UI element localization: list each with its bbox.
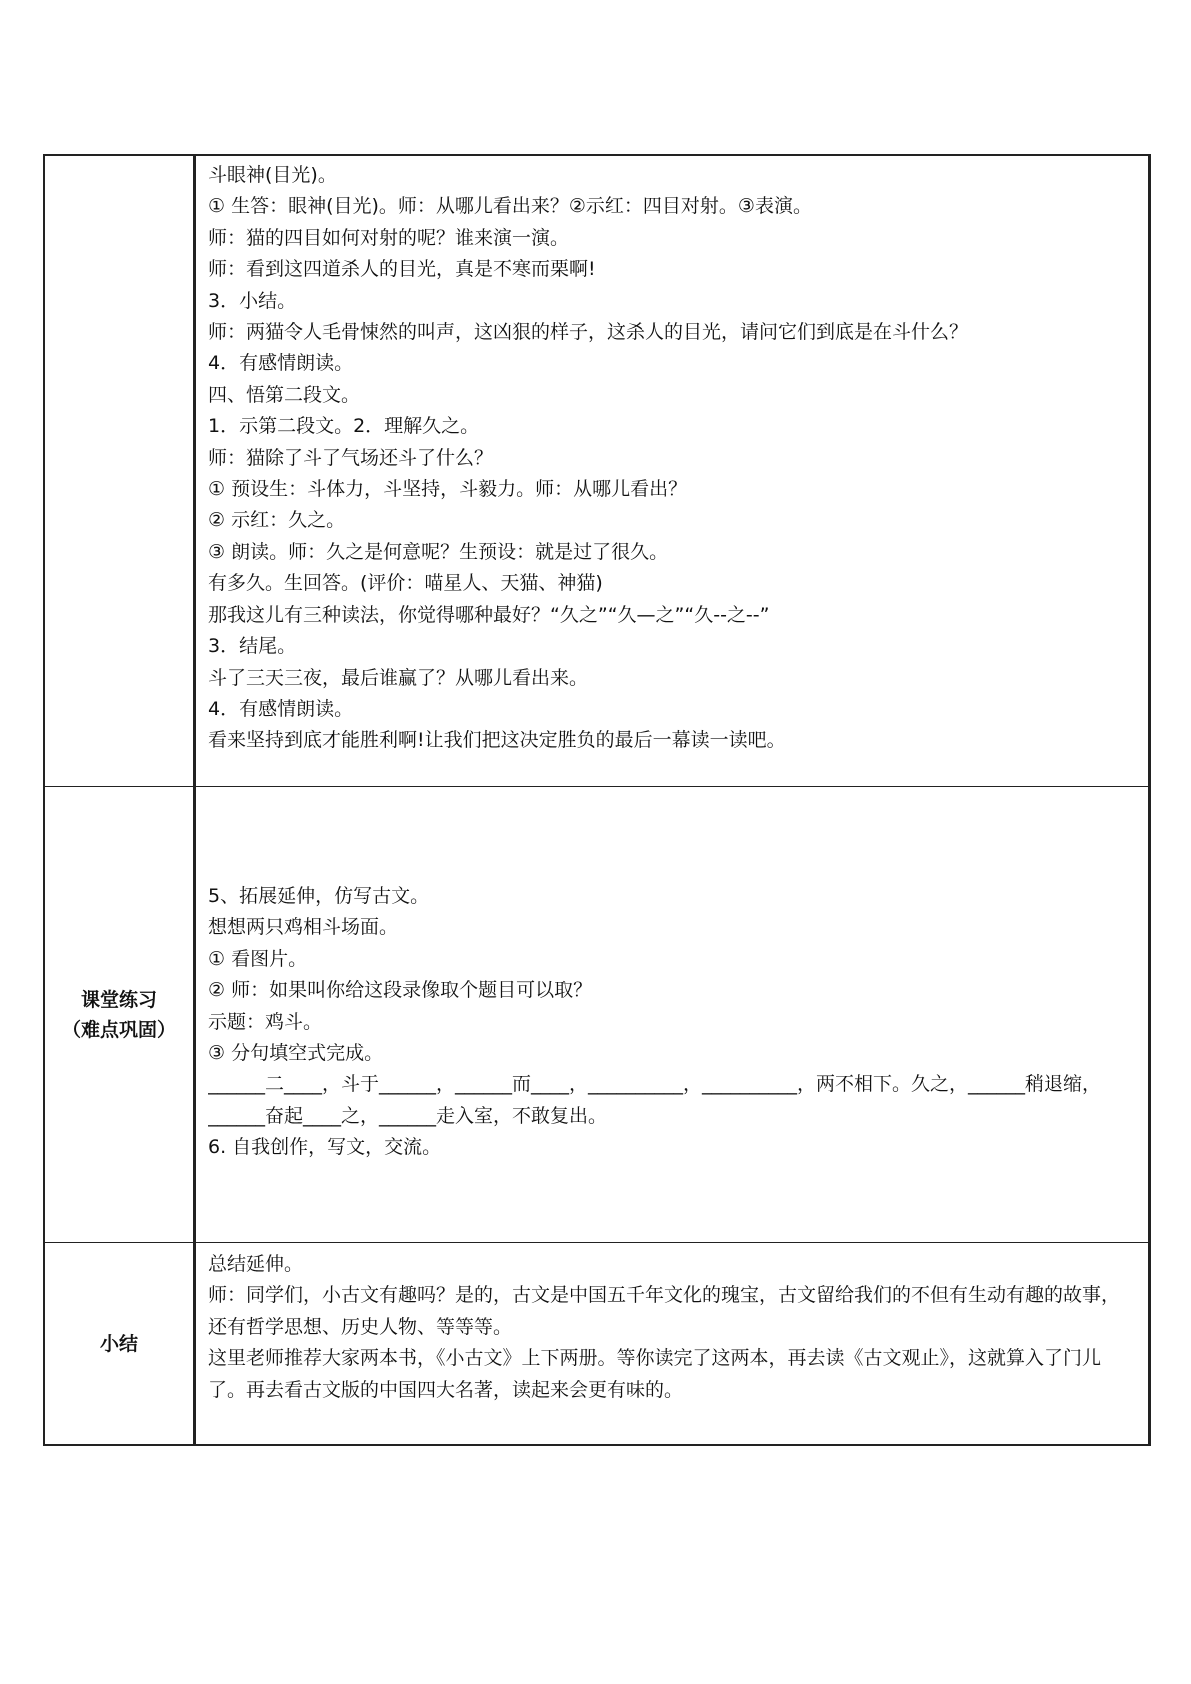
content-line: 斗眼神(目光)。: [208, 164, 337, 186]
row-label-subtitle: （难点巩固）: [61, 1018, 176, 1041]
content-line: 有多久。生回答。(评价：喵星人、天猫、神猫): [208, 572, 603, 595]
content-line: 6. 自我创作，写文，交流。: [208, 1136, 442, 1159]
table-row: [44, 787, 1150, 1243]
table-row: [44, 155, 1150, 787]
lesson-plan-table: [43, 154, 1151, 1446]
content-line: 想想两只鸡相斗场面。: [208, 916, 399, 939]
row-label-cell: [44, 155, 195, 787]
content-line: ② 师：如果叫你给这段录像取个题目可以取？: [208, 979, 593, 1002]
content-line: 总结延伸。: [208, 1253, 304, 1275]
content-paragraph: 师：同学们，小古文有趣吗？是的，古文是中国五千年文化的瑰宝，古文留给我们的不但有生动有趣的故事，还有哲学思想、历史人物、等等等。: [208, 1284, 1121, 1338]
row-label-cell: [44, 787, 195, 1243]
content-line: ① 预设生：斗体力，斗坚持，斗毅力。师：从哪儿看出？: [208, 478, 688, 501]
content-line: 4．有感情朗读。: [208, 352, 354, 375]
row-label-cell: [44, 1243, 195, 1446]
content-line: 那我这儿有三种读法，你觉得哪种最好？“久之”“久—之”“久--之--”: [208, 603, 770, 626]
content-line: ③ 朗读。师：久之是何意呢？生预设：就是过了很久。: [208, 540, 669, 563]
content-line: 3．小结。: [208, 289, 297, 312]
content-line: 看来坚持到底才能胜利啊!让我们把这决定胜负的最后一幕读一读吧。: [208, 729, 786, 752]
content-line: 四、悟第二段文。: [208, 383, 361, 406]
row-label-title: 课堂练习: [80, 988, 157, 1011]
content-line: 示题：鸡斗。: [208, 1010, 323, 1033]
content-line: 师：两猫令人毛骨悚然的叫声，这凶狠的样子，这杀人的目光，请问它们到底是在斗什么？: [208, 321, 969, 344]
row-content-cell: [195, 787, 1150, 1243]
table-row: [44, 1243, 1150, 1446]
content-line: 5、拓展延伸，仿写古文。: [208, 885, 430, 907]
content-line: 1．示第二段文。2．理解久之。: [208, 415, 480, 438]
content-paragraph: 这里老师推荐大家两本书，《小古文》上下两册。等你读完了这两本，再去读《古文观止》，这就算入了门儿了。再去看古文版的中国四大名著，读起来会更有味的。: [208, 1347, 1102, 1401]
practice-block: [208, 791, 1136, 1164]
content-line: ① 看图片。: [208, 947, 308, 970]
content-line: 师：看到这四道杀人的目光，真是不寒而栗啊!: [208, 258, 596, 281]
row-content-cell: [195, 155, 1150, 787]
row-content-cell: [195, 1243, 1150, 1446]
content-line: 师：猫除了斗了气场还斗了什么？: [208, 446, 494, 469]
fill-in-blank-line: ______二____，斗于______，______而____，__________，__________，两不相下。久之，______稍退缩，______奋起____之，______走入室，不敢复出。: [208, 1073, 1102, 1127]
summary-block: [208, 1247, 1136, 1406]
content-line: ② 示红：久之。: [208, 509, 346, 532]
content-line: ③ 分句填空式完成。: [208, 1042, 384, 1065]
content-line: 斗了三天三夜，最后谁赢了？从哪儿看出来。: [208, 666, 589, 689]
content-line: 师：猫的四目如何对射的呢？谁来演一演。: [208, 226, 570, 249]
row-label-title: 小结: [99, 1332, 138, 1355]
content-line: ① 生答：眼神(目光)。师：从哪儿看出来？②示红：四目对射。③表演。: [208, 195, 812, 218]
content-line: 3．结尾。: [208, 635, 297, 658]
content-line: 4．有感情朗读。: [208, 697, 354, 720]
